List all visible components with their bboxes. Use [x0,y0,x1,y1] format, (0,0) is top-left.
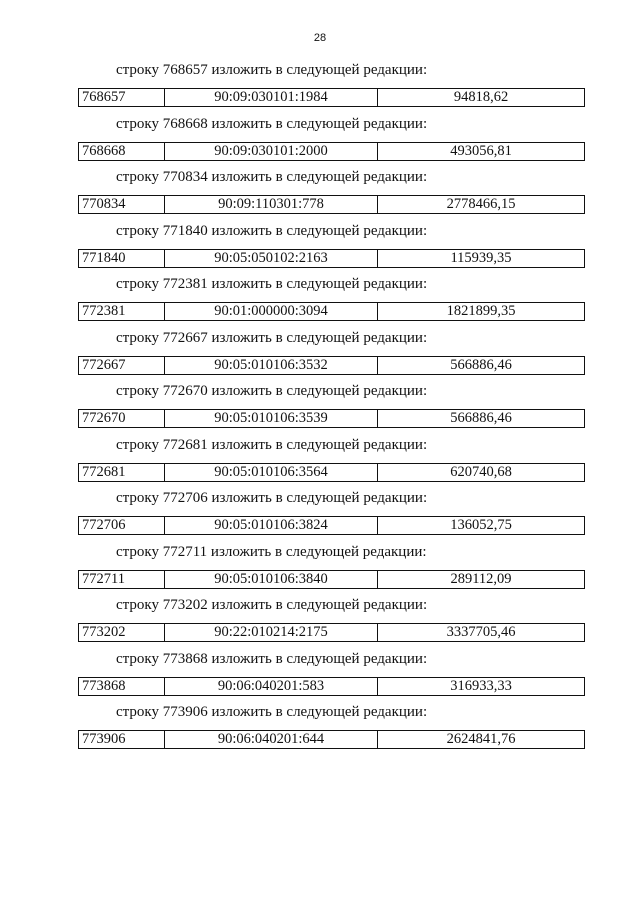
instruction-text: строку 773202 изложить в следующей редакции: [116,597,428,613]
amended-row-table [78,730,585,749]
table-row [79,356,585,374]
cadastral-number-cell: 90:05:010106:3532 [165,356,378,374]
table-row [79,731,585,749]
value-cell: 289112,09 [378,570,585,588]
cadastral-number-cell: 90:22:010214:2175 [165,624,378,642]
cadastral-number-cell: 90:09:110301:778 [165,196,378,214]
value-cell: 94818,62 [378,89,585,107]
instruction-text: строку 772381 изложить в следующей редакции: [116,276,428,292]
row-id-cell: 772667 [79,356,165,374]
row-id-cell: 772711 [79,570,165,588]
cadastral-number-cell: 90:09:030101:1984 [165,89,378,107]
amended-row-table [78,195,585,214]
table-row [79,677,585,695]
cadastral-number-cell: 90:05:050102:2163 [165,249,378,267]
amended-row-table [78,409,585,428]
table-row [79,570,585,588]
amendment-entry [0,58,640,112]
amended-row-table [78,570,585,589]
amendment-entry [0,433,640,487]
instruction-text: строку 768657 изложить в следующей редакции: [116,62,428,78]
value-cell: 2624841,76 [378,731,585,749]
row-id-cell: 771840 [79,249,165,267]
amended-row-table [78,88,585,107]
amendment-entry [0,165,640,219]
instruction-text: строку 773868 изложить в следующей редакции: [116,650,428,667]
row-id-cell: 768657 [79,89,165,107]
cadastral-number-cell: 90:06:040201:644 [165,731,378,749]
amended-row-table [78,516,585,535]
amended-row-table [78,623,585,642]
cadastral-number-cell: 90:09:030101:2000 [165,142,378,160]
row-id-cell: 772681 [79,463,165,481]
amended-row-table [78,463,585,482]
value-cell: 3337705,46 [378,624,585,642]
row-id-cell: 773868 [79,677,165,695]
value-cell: 2778466,15 [378,196,585,214]
table-row [79,142,585,160]
instruction-text: строку 772711 изложить в следующей редакции: [116,543,427,560]
instruction-text: строку 772670 изложить в следующей редакции: [116,383,428,399]
amendment-entry [0,219,640,273]
row-id-cell: 770834 [79,196,165,214]
instruction-text: строку 770834 изложить в следующей редакции: [116,169,428,185]
amendment-list [0,58,640,754]
value-cell: 493056,81 [378,142,585,160]
value-cell: 620740,68 [378,463,585,481]
amendment-entry [0,379,640,433]
amendment-entry [0,540,640,594]
table-row [79,196,585,214]
amended-row-table [78,677,585,696]
row-id-cell: 773202 [79,624,165,642]
row-id-cell: 773906 [79,731,165,749]
amendment-entry [0,700,640,754]
instruction-text: строку 772681 изложить в следующей редакции: [116,436,428,453]
amendment-entry [0,647,640,701]
amendment-entry [0,272,640,326]
table-row [79,463,585,481]
table-row [79,517,585,535]
table-row [79,624,585,642]
table-row [79,303,585,321]
amendment-entry [0,486,640,540]
row-id-cell: 772670 [79,410,165,428]
value-cell: 566886,46 [378,356,585,374]
instruction-text: строку 771840 изложить в следующей редакции: [116,222,428,239]
instruction-text: строку 772706 изложить в следующей редакции: [116,490,428,506]
cadastral-number-cell: 90:05:010106:3564 [165,463,378,481]
cadastral-number-cell: 90:05:010106:3824 [165,517,378,535]
value-cell: 1821899,35 [378,303,585,321]
amended-row-table [78,249,585,268]
value-cell: 566886,46 [378,410,585,428]
amendment-entry [0,593,640,647]
value-cell: 316933,33 [378,677,585,695]
instruction-text: строку 768668 изложить в следующей редакции: [116,115,428,132]
amendment-entry [0,326,640,380]
cadastral-number-cell: 90:06:040201:583 [165,677,378,695]
amended-row-table [78,356,585,375]
row-id-cell: 772381 [79,303,165,321]
row-id-cell: 768668 [79,142,165,160]
table-row [79,89,585,107]
cadastral-number-cell: 90:05:010106:3840 [165,570,378,588]
value-cell: 136052,75 [378,517,585,535]
value-cell: 115939,35 [378,249,585,267]
amendment-entry [0,112,640,166]
amended-row-table [78,302,585,321]
cadastral-number-cell: 90:05:010106:3539 [165,410,378,428]
amended-row-table [78,142,585,161]
page-number: 28 [313,32,327,44]
row-id-cell: 772706 [79,517,165,535]
table-row [79,249,585,267]
instruction-text: строку 772667 изложить в следующей редакции: [116,329,428,346]
table-row [79,410,585,428]
cadastral-number-cell: 90:01:000000:3094 [165,303,378,321]
instruction-text: строку 773906 изложить в следующей редакции: [116,704,428,720]
